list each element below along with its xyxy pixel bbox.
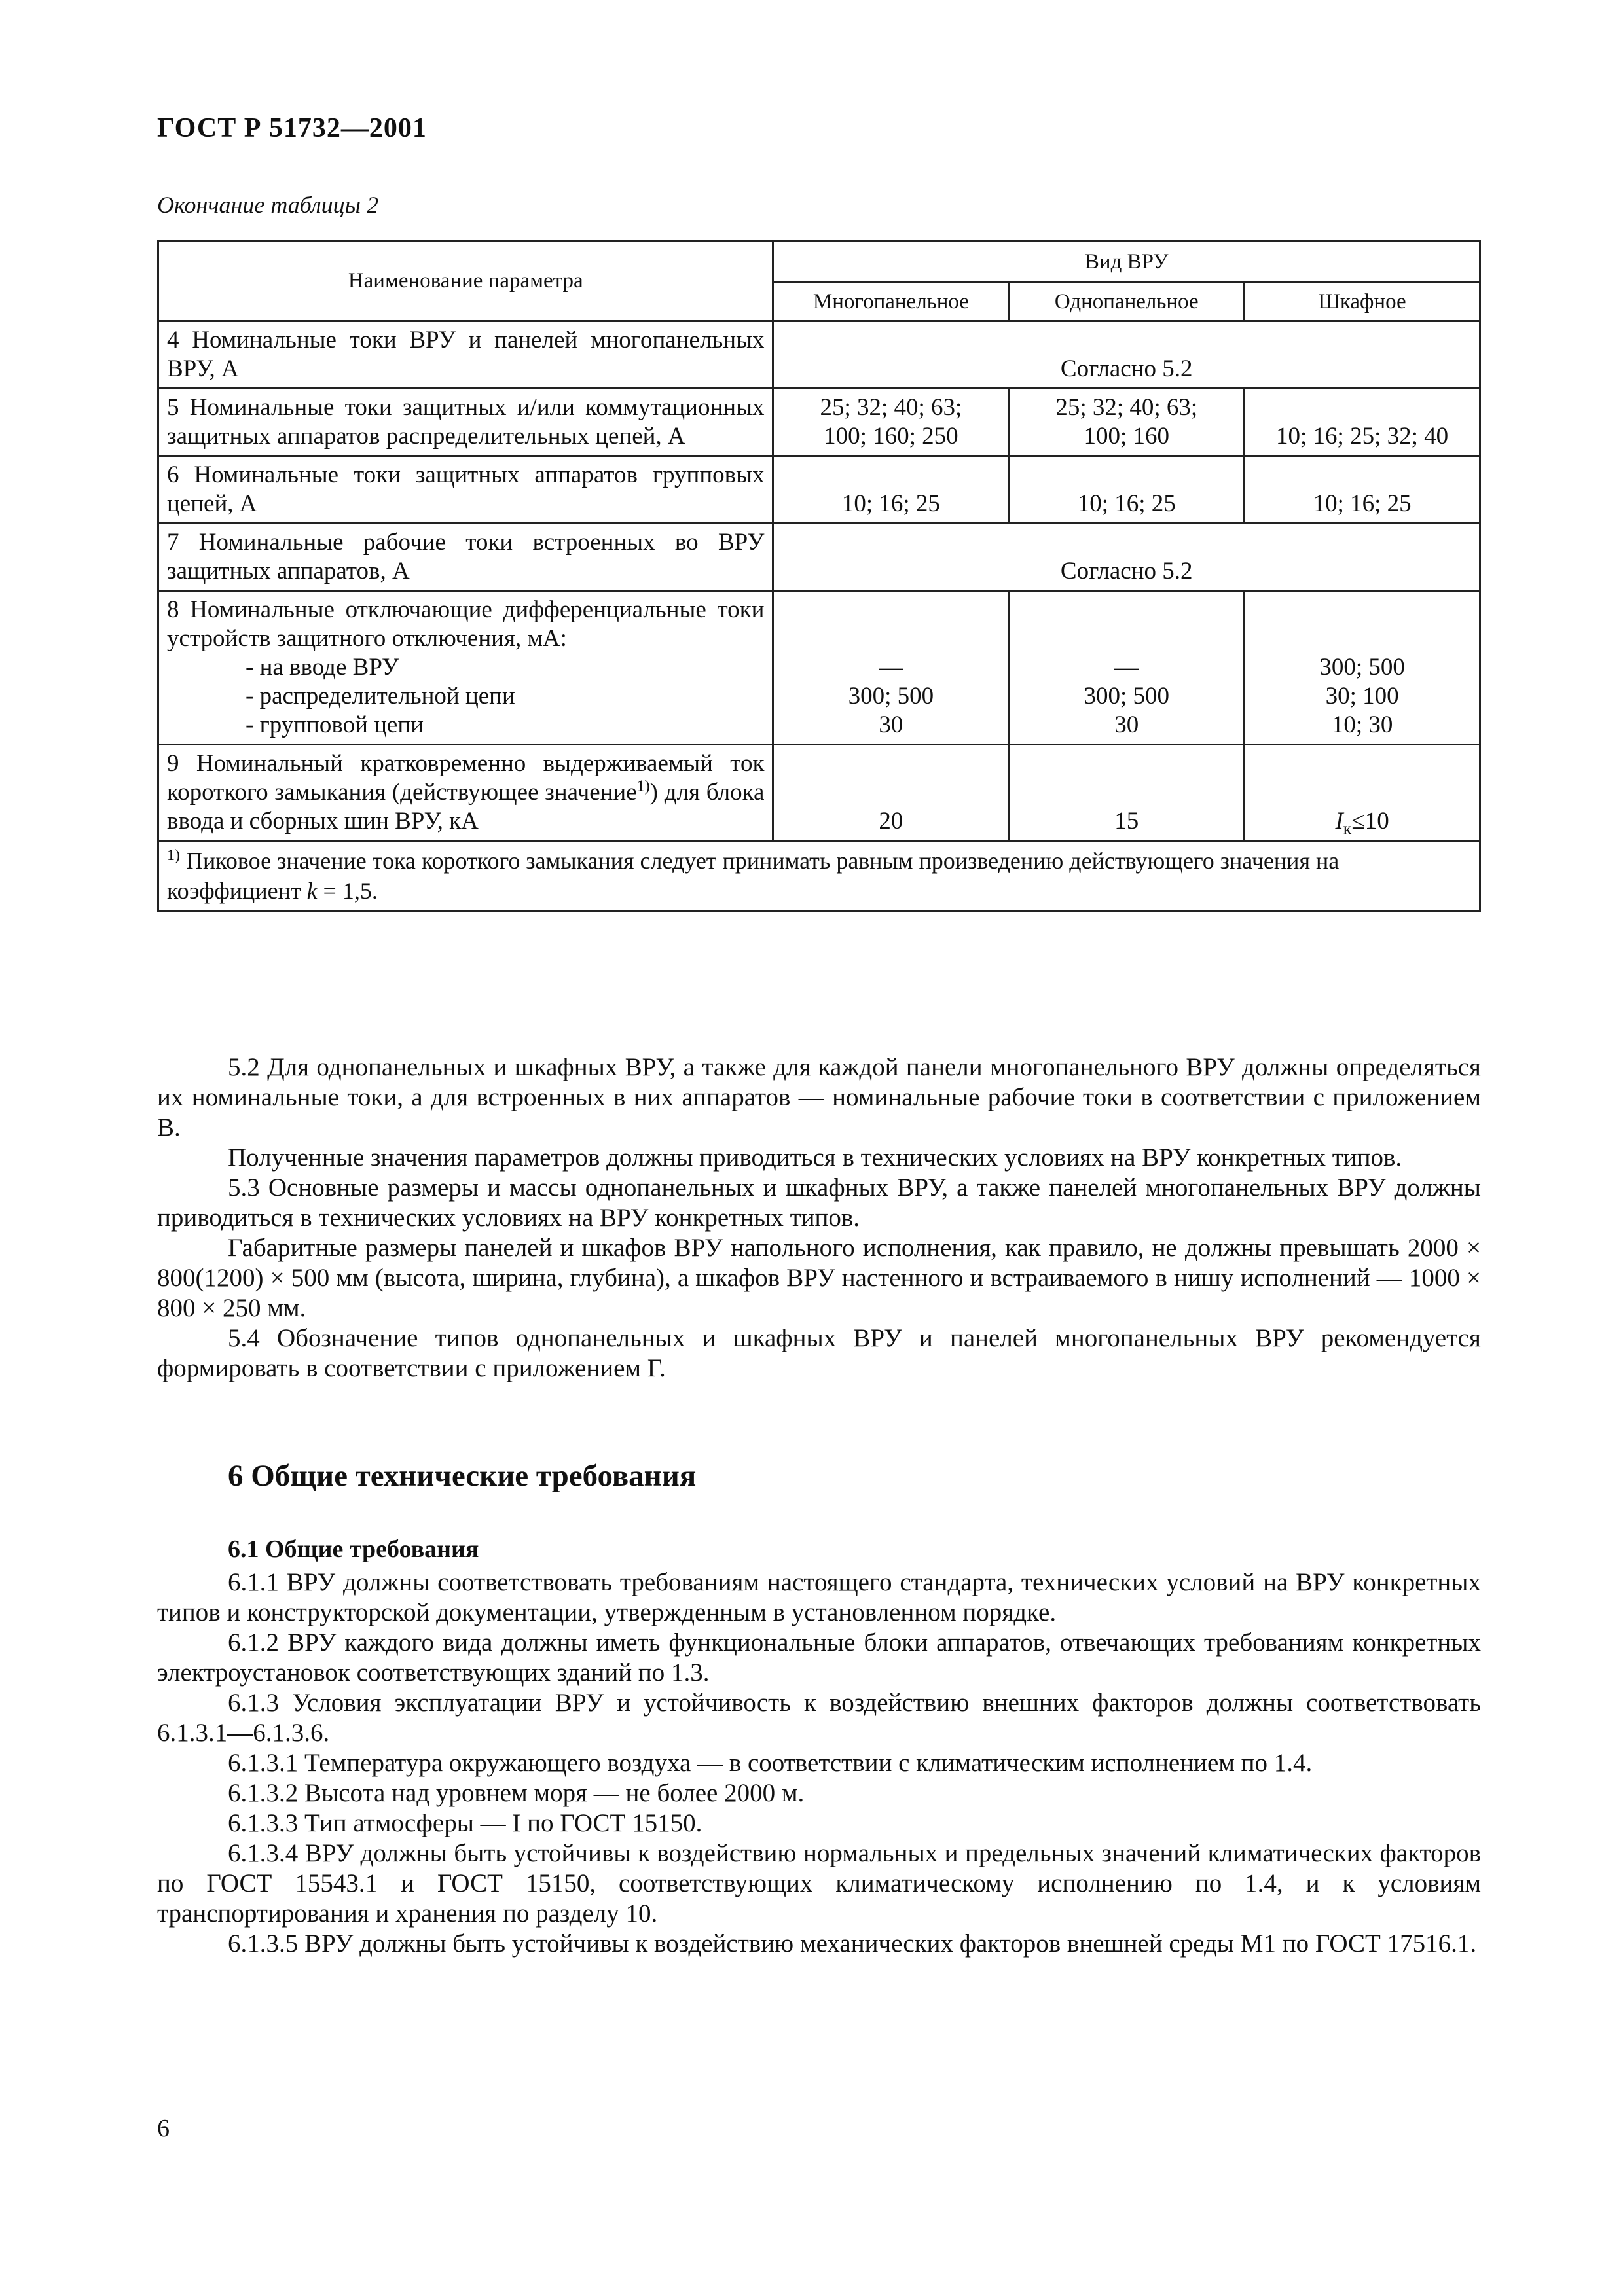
row8-cabinet-2: 30; 100 (1325, 683, 1399, 709)
paragraph: 6.1.3.2 Высота над уровнем моря — не более 2000 м. (228, 1779, 805, 1807)
table-row (158, 524, 1480, 591)
paragraph: Полученные значения параметров должны приводиться в технических условиях на ВРУ конкретных типов. (228, 1143, 1402, 1172)
footnote-text-b: = 1,5. (317, 878, 378, 904)
paragraph: 6.1.3 Условия эксплуатации ВРУ и устойчивость к воздействию внешних факторов должны соответствовать 6.1.3.1—6.1.3.6. (157, 1689, 1481, 1747)
row8-single-3: 30 (1114, 711, 1139, 738)
table-row (158, 389, 1480, 456)
row8-multi-1: — (879, 654, 903, 681)
row5-single (1009, 389, 1245, 456)
section-6-text (157, 1568, 1481, 1959)
paragraph: 5.2 Для однопанельных и шкафных ВРУ, а также для каждой панели многопанельного ВРУ должны определяться их номинальные токи, а для встроенных в них аппаратов — номинальные рабочие токи в соответствии с приложением В. (157, 1053, 1481, 1141)
row9-cabinet (1245, 745, 1480, 841)
footnote-k: k (306, 878, 318, 904)
table-row (158, 745, 1480, 841)
row8-sub3: - групповой цепи (246, 711, 424, 738)
row8-multi-2: 300; 500 (848, 683, 934, 709)
row6-multi: 10; 16; 25 (773, 456, 1009, 524)
row9-cabinet-subscript: к (1343, 819, 1352, 838)
row7-value: Согласно 5.2 (773, 524, 1480, 591)
section-5-text (157, 1052, 1481, 1384)
row9-cabinet-rest: ≤10 (1351, 808, 1389, 834)
row5-multi-line2: 100; 160; 250 (824, 423, 958, 450)
row8-multi-3: 30 (879, 711, 903, 738)
paragraph: 5.4 Обозначение типов однопанельных и шкафных ВРУ и панелей многопанельных ВРУ рекомендуется формировать в соответствии с приложением Г. (157, 1324, 1481, 1382)
table-row (158, 591, 1480, 745)
paragraph: 5.3 Основные размеры и массы однопанельных и шкафных ВРУ, а также панелей многопанельных ВРУ должны приводиться в технических условиях на ВРУ конкретных типов. (157, 1174, 1481, 1232)
paragraph: 6.1.3.5 ВРУ должны быть устойчивы к воздействию механических факторов внешней среды М1 по ГОСТ 17516.1. (228, 1929, 1477, 1958)
row8-multi (773, 591, 1009, 745)
row5-name: 5 Номинальные токи защитных и/или коммутационных защитных аппаратов распределительных цепей, А (158, 389, 773, 456)
row5-multi (773, 389, 1009, 456)
row9-name (158, 745, 773, 841)
header-cabinet: Шкафное (1245, 283, 1480, 321)
paragraph: 6.1.3.3 Тип атмосферы — I по ГОСТ 15150. (228, 1809, 702, 1837)
row8-cabinet-3: 10; 30 (1331, 711, 1393, 738)
header-single: Однопанельное (1009, 283, 1245, 321)
row9-single: 15 (1009, 745, 1245, 841)
subsection-title: 6.1 Общие требования (228, 1535, 479, 1563)
row5-multi-line1: 25; 32; 40; 63; (820, 394, 962, 421)
row6-name: 6 Номинальные токи защитных аппаратов групповых цепей, А (158, 456, 773, 524)
table-row (158, 321, 1480, 389)
document-header: ГОСТ Р 51732—2001 (157, 113, 427, 143)
paragraph: 6.1.3.4 ВРУ должны быть устойчивы к воздействию нормальных и предельных значений климатических факторов по ГОСТ 15543.1 и ГОСТ 15150, соответствующих климатическому исполнению по 1.4, и к условиям транспортирования и хранения по разделу 10. (157, 1839, 1481, 1928)
header-group: Вид ВРУ (773, 241, 1480, 283)
table-header-row (158, 241, 1480, 283)
paragraph: 6.1.2 ВРУ каждого вида должны иметь функциональные блоки аппаратов, отвечающих требованиям конкретных электроустановок соответствующих зданий по 1.3. (157, 1628, 1481, 1687)
row4-name: 4 Номинальные токи ВРУ и панелей многопанельных ВРУ, А (158, 321, 773, 389)
footnote-mark: 1) (167, 847, 180, 864)
row6-single: 10; 16; 25 (1009, 456, 1245, 524)
paragraph: 6.1.3.1 Температура окружающего воздуха — в соответствии с климатическим исполнением по 1.4. (228, 1749, 1313, 1777)
header-param: Наименование параметра (158, 241, 773, 321)
row8-single-1: — (1114, 654, 1139, 681)
table-caption: Окончание таблицы 2 (157, 192, 379, 218)
table-footnote-row (158, 841, 1480, 911)
table-row (158, 456, 1480, 524)
row8-cabinet-1: 300; 500 (1319, 654, 1405, 681)
row5-single-line1: 25; 32; 40; 63; (1055, 394, 1198, 421)
footnote-text-a: Пиковое значение тока короткого замыкания следует принимать равным произведению действующего значения на коэффициент (167, 848, 1340, 904)
row9-name-a: 9 Номинальный кратковременно выдерживаемый ток короткого замыкания (действующее значение (167, 750, 765, 806)
row8-single-2: 300; 500 (1084, 683, 1170, 709)
paragraph: Габаритные размеры панелей и шкафов ВРУ напольного исполнения, как правило, не должны превышать 2000 × 800(1200) × 500 мм (высота, ширина, глубина), а шкафов ВРУ настенного и встраиваемого в нишу исполнений — 1000 × 800 × 250 мм. (157, 1234, 1481, 1322)
table-footnote (158, 841, 1480, 911)
row8-cabinet (1245, 591, 1480, 745)
row8-title: 8 Номинальные отключающие дифференциальные токи устройств защитного отключения, мА: (167, 596, 765, 652)
row6-cabinet: 10; 16; 25 (1245, 456, 1480, 524)
row9-multi: 20 (773, 745, 1009, 841)
row9-cabinet-symbol: I (1335, 808, 1343, 834)
row5-single-line2: 100; 160 (1084, 423, 1170, 450)
row8-name (158, 591, 773, 745)
row8-sub2: - распределительной цепи (246, 683, 515, 709)
section-title: 6 Общие технические требования (228, 1459, 697, 1493)
header-multi: Многопанельное (773, 283, 1009, 321)
paragraph: 6.1.1 ВРУ должны соответствовать требованиям настоящего стандарта, технических условий на ВРУ конкретных типов и конструкторской документации, утвержденным в установленном порядке. (157, 1568, 1481, 1626)
row4-value: Согласно 5.2 (773, 321, 1480, 389)
row9-footnote-ref: 1) (636, 778, 650, 795)
row8-single (1009, 591, 1245, 745)
row9-name-b: ) для блока ввода и сборных шин ВРУ, кА (167, 779, 765, 834)
parameters-table (157, 240, 1481, 912)
row7-name: 7 Номинальные рабочие токи встроенных во ВРУ защитных аппаратов, А (158, 524, 773, 591)
row5-cabinet: 10; 16; 25; 32; 40 (1245, 389, 1480, 456)
page-number: 6 (157, 2115, 170, 2142)
row8-sub1: - на вводе ВРУ (246, 654, 399, 681)
